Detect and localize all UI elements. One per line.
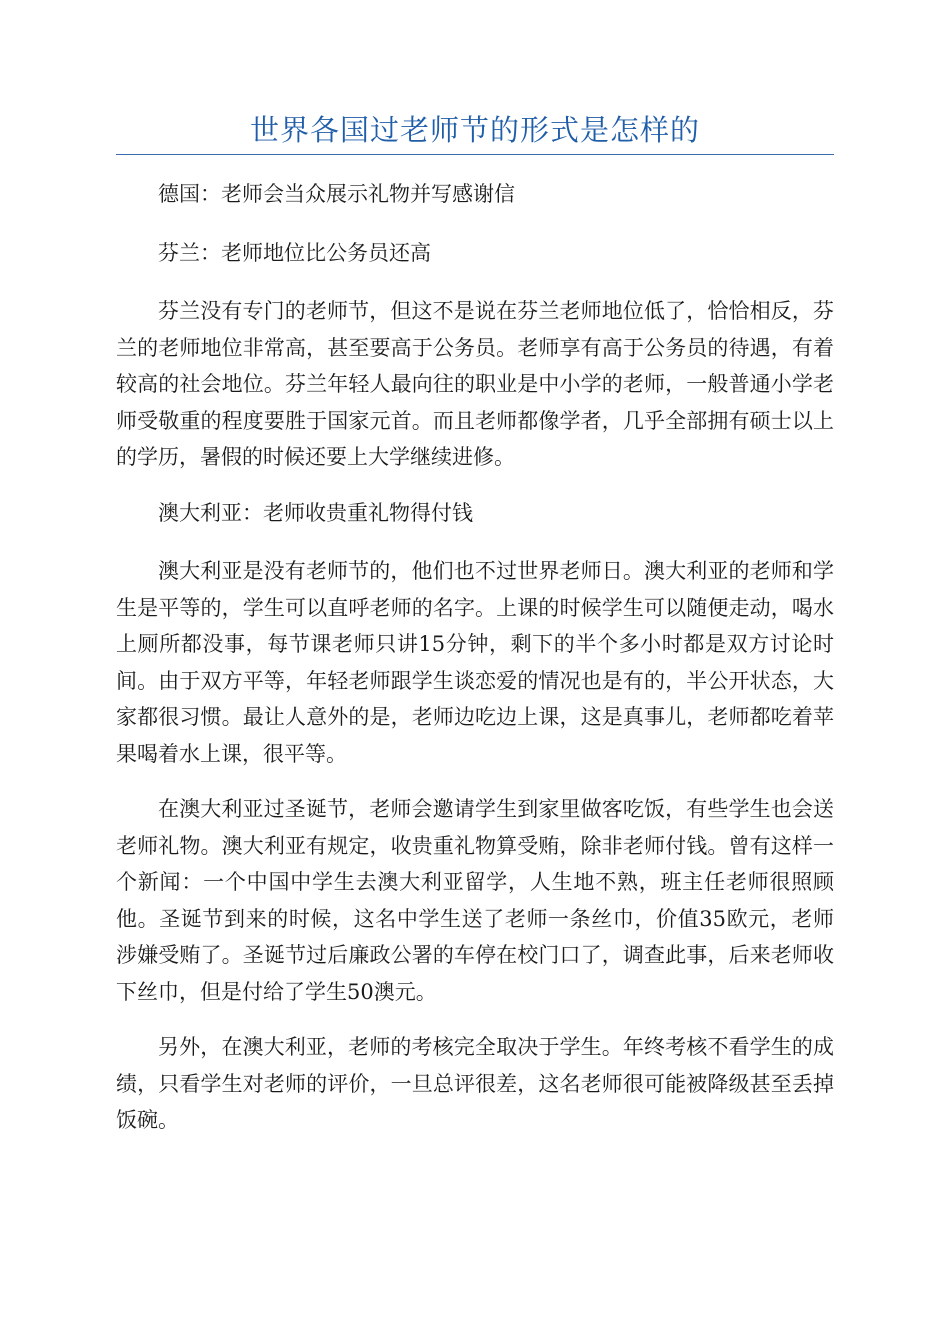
section-heading-australia: 澳大利亚：老师收贵重礼物得付钱: [158, 500, 473, 525]
paragraph-finland: 芬兰没有专门的老师节，但这不是说在芬兰老师地位低了，恰恰相反，芬兰的老师地位非常高，甚至要高于公务员。老师享有高于公务员的待遇，有着较高的社会地位。芬兰年轻人最向往的职业是中小学的老师，一般普通小学老师受敬重的程度要胜于国家元首。而且老师都像学者，几乎全部拥有硕士以上的学历，暑假的时候还要上大学继续进修。: [116, 299, 834, 469]
document-body: [116, 176, 834, 1158]
section-heading-finland: 芬兰：老师地位比公务员还高: [158, 240, 431, 265]
paragraph-australia-christmas: 在澳大利亚过圣诞节，老师会邀请学生到家里做客吃饭，有些学生也会送老师礼物。澳大利亚有规定，收贵重礼物算受贿，除非老师付钱。曾有这样一个新闻：一个中国中学生去澳大利亚留学，人生地不熟，班主任老师很照顾他。圣诞节到来的时候，这名中学生送了老师一条丝巾，价值35欧元，老师涉嫌受贿了。圣诞节过后廉政公署的车停在校门口了，调查此事，后来老师收下丝巾，但是付给了学生50澳元。: [116, 797, 834, 1004]
title-underline: [116, 154, 834, 155]
paragraph-australia-equality: 澳大利亚是没有老师节的，他们也不过世界老师日。澳大利亚的老师和学生是平等的，学生可以直呼老师的名字。上课的时候学生可以随便走动，喝水上厕所都没事，每节课老师只讲15分钟，剩下的半个多小时都是双方讨论时间。由于双方平等，年轻老师跟学生谈恋爱的情况也是有的，半公开状态，大家都很习惯。最让人意外的是，老师边吃边上课，这是真事儿，老师都吃着苹果喝着水上课，很平等。: [116, 559, 834, 766]
document-title: 世界各国过老师节的形式是怎样的: [249, 113, 700, 147]
section-heading-germany: 德国：老师会当众展示礼物并写感谢信: [158, 182, 515, 206]
paragraph-australia-evaluation: 另外，在澳大利亚，老师的考核完全取决于学生。年终考核不看学生的成绩，只看学生对老师的评价，一旦总评很差，这名老师很可能被降级甚至丢掉饭碗。: [116, 1035, 834, 1132]
